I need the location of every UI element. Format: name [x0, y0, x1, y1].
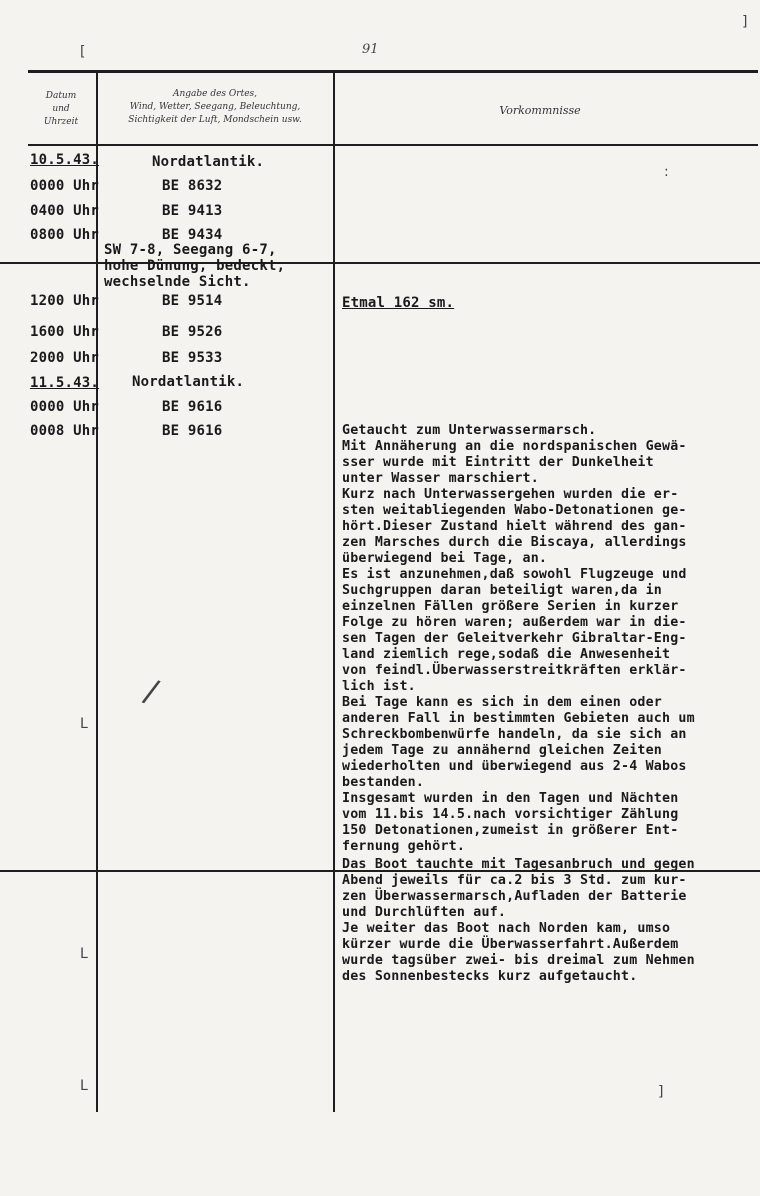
date-entry: 10.5.43. — [30, 152, 100, 168]
time-entry: 0400 Uhr — [30, 203, 100, 219]
events-text-block-2: Das Boot tauchte mit Tagesanbruch und gegen Abend jeweils für ca.2 bis 3 Std. zum kur- zen Überwassermarsch,Aufladen der Batterie und Durchlüften auf. Je weiter das Boot nach Norden kam, umso kürzer wurde die Überwasserfahrt.Außerdem wurde tagsüber zwei- bis dreimal zum Nehmen des Sonnenbestecks kurz aufgetaucht. — [342, 857, 695, 984]
pencil-stroke: / — [139, 671, 163, 711]
top-rule — [28, 70, 758, 73]
grid-square: BE 9526 — [162, 324, 223, 340]
grid-square: BE 9413 — [162, 203, 223, 219]
time-entry: 1200 Uhr — [30, 293, 100, 309]
time-entry: 0008 Uhr — [30, 423, 100, 439]
location-entry: Nordatlantik. — [152, 154, 265, 170]
grid-square: BE 9533 — [162, 350, 223, 366]
events-text-block-1: Getaucht zum Unterwassermarsch. Mit Annäherung an die nordspanischen Gewä- sser wurde mit Eintritt der Dunkelheit unter Wasser marschiert. Kurz nach Unterwassergehen wurden die er- sten weitabliegenden Wabo-Detonationen ge- hört.Dieser Zustand hielt während des gan- zen Marsches durch die Biscaya, allerdings überwiegend bei Tage, an. Es ist anzunehmen,daß sowohl Flugzeuge und Suchgruppen daran beteiligt waren,da in einzelnen Fällen größere Serien in kurzer Folge zu hören waren; außerdem war in die- sen Tagen der Geleitverkehr Gibraltar-Eng- land ziemlich rege,sodaß die Anwesenheit von feindl.Überwasserstreitkräften erklär- lich ist. Bei Tage kann es sich in dem einen oder anderen Fall in bestimmten Gebieten auch um Schreckbombenwürfe handeln, da sie sich an jedem Tage zu annähernd gleichen Zeiten wiederholten und überwiegend aus 2-4 Wabos bestanden. Insgesamt wurden in den Tagen und Nächten vom 11.bis 14.5.nach vorsichtiger Zählung 150 Detonationen,zumeist in größerer Ent- fernung gehört. — [342, 423, 695, 854]
grid-square: BE 9514 — [162, 293, 223, 309]
page-number: 91 — [362, 42, 379, 57]
daily-run-entry: Etmal 162 sm. — [342, 295, 455, 311]
date-entry: 11.5.43. — [30, 375, 100, 391]
margin-mark: ] — [742, 14, 748, 30]
time-entry: 0000 Uhr — [30, 178, 100, 194]
margin-mark: L — [80, 1078, 88, 1094]
time-entry: 1600 Uhr — [30, 324, 100, 340]
time-entry: 0800 Uhr — [30, 227, 100, 243]
header-events: Vorkommnisse — [499, 104, 581, 117]
margin-mark: ] — [658, 1084, 664, 1100]
grid-square: BE 8632 — [162, 178, 223, 194]
grid-square: BE 9616 — [162, 399, 223, 415]
margin-mark: [ — [80, 44, 86, 60]
margin-mark: L — [80, 716, 88, 732]
time-entry: 0000 Uhr — [30, 399, 100, 415]
header-place: Angabe des Ortes, Wind, Wetter, Seegang, Beleuchtung, Sichtigkeit der Luft, Mondschein usw. — [128, 89, 302, 125]
grid-square: BE 9434 — [162, 227, 223, 243]
weather-entry: SW 7-8, Seegang 6-7, hohe Dünung, bedeckt, wechselnde Sicht. — [104, 242, 286, 290]
margin-mark: : — [664, 164, 669, 180]
header-date: Datum und Uhrzeit — [43, 91, 79, 127]
header-bottom-rule — [28, 144, 758, 146]
column-rule-2 — [333, 72, 335, 1112]
grid-square: BE 9616 — [162, 423, 223, 439]
margin-mark: L — [80, 946, 88, 962]
time-entry: 2000 Uhr — [30, 350, 100, 366]
location-entry: Nordatlantik. — [132, 374, 245, 390]
